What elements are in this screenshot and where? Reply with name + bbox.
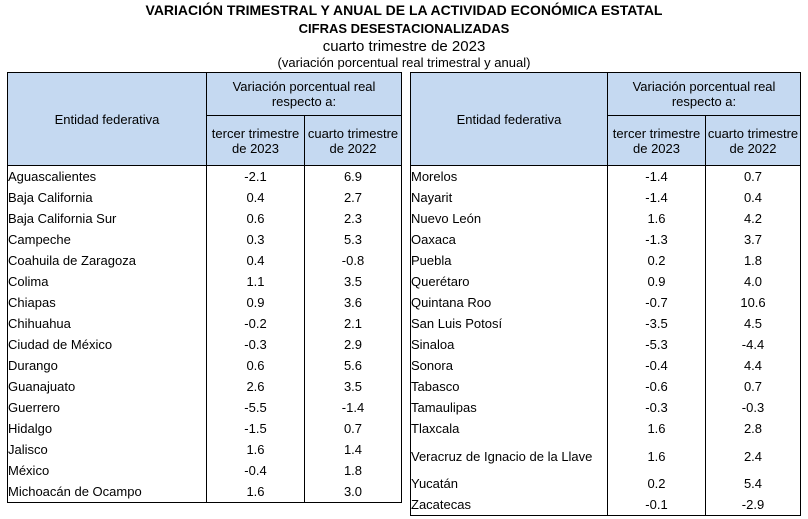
- quarterly-value: 1.1: [207, 271, 305, 292]
- table-row: [8, 292, 402, 313]
- annual-value: 2.7: [305, 187, 402, 208]
- table-row: [8, 166, 402, 188]
- table-row: [8, 481, 402, 503]
- header-variation: Variación porcentual real respecto a:: [608, 73, 801, 116]
- quarterly-value: 0.3: [207, 229, 305, 250]
- quarterly-value: -3.5: [608, 313, 706, 334]
- entity-cell: Quintana Roo: [411, 292, 608, 313]
- entity-cell: Coahuila de Zaragoza: [8, 250, 207, 271]
- table-row: [411, 208, 801, 229]
- annual-value: 4.4: [706, 355, 801, 376]
- quarterly-value: 0.9: [608, 271, 706, 292]
- quarterly-value: -1.5: [207, 418, 305, 439]
- entity-cell: Querétaro: [411, 271, 608, 292]
- header-quarterly: tercer trimestre de 2023: [207, 116, 305, 166]
- annual-value: -4.4: [706, 334, 801, 355]
- table-row: [411, 292, 801, 313]
- annual-value: 1.8: [305, 460, 402, 481]
- annual-value: 3.7: [706, 229, 801, 250]
- quarterly-value: -0.2: [207, 313, 305, 334]
- table-row: [411, 229, 801, 250]
- annual-value: 2.3: [305, 208, 402, 229]
- table-row: [411, 187, 801, 208]
- table-row: [411, 439, 801, 473]
- quarterly-value: 0.2: [608, 473, 706, 494]
- table-row: [8, 271, 402, 292]
- entity-cell: Chiapas: [8, 292, 207, 313]
- entity-cell: Tabasco: [411, 376, 608, 397]
- entity-cell: Michoacán de Ocampo: [8, 481, 207, 503]
- table-row: [8, 460, 402, 481]
- entity-cell: San Luis Potosí: [411, 313, 608, 334]
- annual-value: -2.9: [706, 494, 801, 516]
- table-row: [8, 418, 402, 439]
- quarterly-value: 0.6: [207, 355, 305, 376]
- quarterly-value: -1.4: [608, 187, 706, 208]
- entity-cell: Nayarit: [411, 187, 608, 208]
- quarterly-value: 0.4: [207, 250, 305, 271]
- annual-value: 3.6: [305, 292, 402, 313]
- table-row: [8, 229, 402, 250]
- annual-value: 0.7: [305, 418, 402, 439]
- table-row: [8, 208, 402, 229]
- entity-cell: Sonora: [411, 355, 608, 376]
- entity-cell: Zacatecas: [411, 494, 608, 516]
- right-table: [410, 72, 801, 516]
- entity-cell: Guanajuato: [8, 376, 207, 397]
- quarterly-value: 0.2: [608, 250, 706, 271]
- entity-cell: Tamaulipas: [411, 397, 608, 418]
- quarterly-value: -0.7: [608, 292, 706, 313]
- entity-cell: Oaxaca: [411, 229, 608, 250]
- table-row: [411, 376, 801, 397]
- quarterly-value: 1.6: [608, 418, 706, 439]
- annual-value: 0.7: [706, 166, 801, 188]
- table-row: [411, 397, 801, 418]
- entity-cell: Yucatán: [411, 473, 608, 494]
- quarterly-value: -0.4: [608, 355, 706, 376]
- table-row: [411, 494, 801, 516]
- annual-value: 4.5: [706, 313, 801, 334]
- table-row: [411, 418, 801, 439]
- header-entity: Entidad federativa: [411, 73, 608, 166]
- left-table-body: [8, 166, 402, 503]
- annual-value: 0.7: [706, 376, 801, 397]
- annual-value: -0.3: [706, 397, 801, 418]
- annual-value: 5.3: [305, 229, 402, 250]
- quarterly-value: -5.5: [207, 397, 305, 418]
- quarterly-value: -0.6: [608, 376, 706, 397]
- annual-value: 4.0: [706, 271, 801, 292]
- units-note: (variación porcentual real trimestral y anual): [277, 55, 531, 70]
- annual-value: 3.0: [305, 481, 402, 503]
- entity-cell: Colima: [8, 271, 207, 292]
- entity-cell: Baja California Sur: [8, 208, 207, 229]
- quarterly-value: 1.6: [207, 439, 305, 460]
- quarterly-value: 0.4: [207, 187, 305, 208]
- quarterly-value: -0.4: [207, 460, 305, 481]
- quarterly-value: 0.9: [207, 292, 305, 313]
- subtitle: CIFRAS DESESTACIONALIZADAS: [298, 21, 510, 36]
- table-row: [411, 334, 801, 355]
- table-row: [8, 313, 402, 334]
- quarterly-value: -1.4: [608, 166, 706, 188]
- table-row: [8, 355, 402, 376]
- annual-value: 3.5: [305, 376, 402, 397]
- entity-cell: Guerrero: [8, 397, 207, 418]
- entity-cell: México: [8, 460, 207, 481]
- quarterly-value: 2.6: [207, 376, 305, 397]
- table-row: [8, 397, 402, 418]
- annual-value: 5.4: [706, 473, 801, 494]
- right-table-body: [411, 166, 801, 516]
- entity-cell: Puebla: [411, 250, 608, 271]
- quarterly-value: -1.3: [608, 229, 706, 250]
- header-annual: cuarto trimestre de 2022: [706, 116, 801, 166]
- table-row: [411, 473, 801, 494]
- header-quarterly: tercer trimestre de 2023: [608, 116, 706, 166]
- annual-value: 1.4: [305, 439, 402, 460]
- entity-cell: Campeche: [8, 229, 207, 250]
- entity-cell: Baja California: [8, 187, 207, 208]
- annual-value: 2.4: [706, 439, 801, 473]
- quarterly-value: -0.3: [207, 334, 305, 355]
- entity-cell: Veracruz de Ignacio de la Llave: [411, 439, 608, 473]
- left-table: [7, 72, 402, 503]
- quarterly-value: 1.6: [608, 439, 706, 473]
- entity-cell: Hidalgo: [8, 418, 207, 439]
- entity-cell: Morelos: [411, 166, 608, 188]
- table-row: [411, 313, 801, 334]
- annual-value: -0.8: [305, 250, 402, 271]
- table-row: [8, 250, 402, 271]
- table-row: [411, 271, 801, 292]
- entity-cell: Ciudad de México: [8, 334, 207, 355]
- header-entity: Entidad federativa: [8, 73, 207, 166]
- quarterly-value: 1.6: [608, 208, 706, 229]
- main-title: VARIACIÓN TRIMESTRAL Y ANUAL DE LA ACTIVIDAD ECONÓMICA ESTATAL: [145, 2, 663, 18]
- table-row: [411, 355, 801, 376]
- table-row: [8, 439, 402, 460]
- entity-cell: Durango: [8, 355, 207, 376]
- annual-value: 2.9: [305, 334, 402, 355]
- entity-cell: Tlaxcala: [411, 418, 608, 439]
- header-variation: Variación porcentual real respecto a:: [207, 73, 402, 116]
- table-row: [8, 187, 402, 208]
- table-row: [8, 334, 402, 355]
- quarterly-value: -5.3: [608, 334, 706, 355]
- annual-value: 0.4: [706, 187, 801, 208]
- header-annual: cuarto trimestre de 2022: [305, 116, 402, 166]
- annual-value: 6.9: [305, 166, 402, 188]
- period-title: cuarto trimestre de 2023: [322, 38, 486, 55]
- quarterly-value: -2.1: [207, 166, 305, 188]
- entity-cell: Chihuahua: [8, 313, 207, 334]
- quarterly-value: 0.6: [207, 208, 305, 229]
- annual-value: 10.6: [706, 292, 801, 313]
- entity-cell: Jalisco: [8, 439, 207, 460]
- table-row: [411, 250, 801, 271]
- quarterly-value: -0.3: [608, 397, 706, 418]
- annual-value: 5.6: [305, 355, 402, 376]
- annual-value: 3.5: [305, 271, 402, 292]
- annual-value: 1.8: [706, 250, 801, 271]
- quarterly-value: 1.6: [207, 481, 305, 503]
- entity-cell: Aguascalientes: [8, 166, 207, 188]
- annual-value: 2.1: [305, 313, 402, 334]
- annual-value: 4.2: [706, 208, 801, 229]
- table-row: [411, 166, 801, 188]
- annual-value: -1.4: [305, 397, 402, 418]
- table-row: [8, 376, 402, 397]
- quarterly-value: -0.1: [608, 494, 706, 516]
- annual-value: 2.8: [706, 418, 801, 439]
- entity-cell: Nuevo León: [411, 208, 608, 229]
- entity-cell: Sinaloa: [411, 334, 608, 355]
